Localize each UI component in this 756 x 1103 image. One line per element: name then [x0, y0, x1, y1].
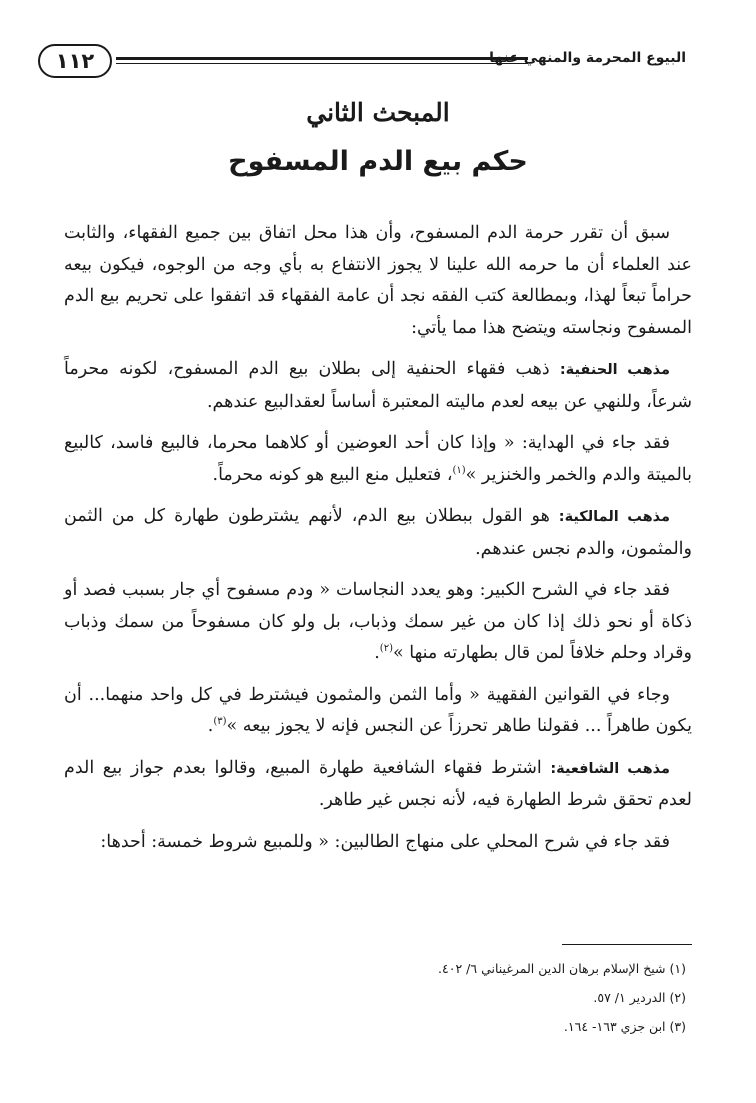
paragraph-intro: سبق أن تقرر حرمة الدم المسفوح، وأن هذا محل اتفاق بين جميع الفقهاء، والثابت عند العلماء أن ما حرمه الله علينا لا يجوز الانتفاع به بأي وجه من الوجوه، فيكون بيعه حراماً تبعاً لهذا، وبمطالعة كتب الفقه نجد أن عامة الفقهاء قد اتفقوا على تحريم بيع الدم المسفوح ونجاسته ويتضح هذا مما يأتي: [64, 223, 692, 338]
paragraph-qawanin [64, 680, 692, 743]
shafii-label: مذهب الشافعية: [550, 760, 670, 777]
header-rule [116, 57, 528, 64]
shafii-text: اشترط فقهاء الشافعية طهارة المبيع، وقالوا بعدم جواز بيع الدم لعدم تحقق شرط الطهارة فيه، لأنه نجس غير طاهر. [64, 757, 692, 810]
footnote-ref-2[interactable]: (٢) [379, 643, 393, 655]
book-title: البيوع المحرمة والمنهي عنها [489, 50, 686, 66]
qawanin-tail: . [207, 716, 214, 736]
footnote-separator [562, 944, 692, 945]
sharh-kabir-quote: فقد جاء في الشرح الكبير: وهو يعدد النجاسات « ودم مسفوح أي جار بسبب فصد أو ذكاة أو نحو ذلك إذا كان من غير سمك وذباب، بل ولو كان مسفوحاً من سمك وذباب وقراد وحلم خلافاً لمن قال بطهارته منها » [64, 580, 692, 663]
paragraph-hanafi [64, 354, 692, 418]
sharh-kabir-tail: . [374, 643, 380, 663]
footnote-ref-1[interactable]: (١) [452, 464, 466, 476]
footnote-ref-3[interactable]: (٣) [213, 716, 227, 728]
maliki-label: مذهب المالكية: [558, 509, 670, 525]
paragraph-mahalli: فقد جاء في شرح المحلي على منهاج الطالبين: « وللمبيع شروط خمسة: أحدها: [100, 831, 670, 852]
hidaya-tail: ، فتعليل منع البيع هو كونه محرماً. [212, 464, 453, 485]
footnote-2: (٢) الدردير ١/ ٥٧. [593, 990, 686, 1005]
paragraph-sharh-kabir [64, 575, 692, 670]
main-text [64, 218, 692, 868]
paragraph-maliki [64, 501, 692, 565]
qawanin-quote: وجاء في القوانين الفقهية « وأما الثمن والمثمون فيشترط في كل واحد منهما... أن يكون طاهراً ... فقولنا طاهر تحرزاً عن النجس فإنه لا يجوز بيعه » [64, 684, 692, 736]
hidaya-quote: فقد جاء في الهداية: « وإذا كان أحد العوضين أو كلاهما محرما، فالبيع فاسد، كالبيع بالميتة والدم والخمر والخنزير » [64, 433, 692, 485]
maliki-text: هو القول ببطلان بيع الدم، لأنهم يشترطون طهارة كل من الثمن والمثمون، والدم نجس عندهم. [64, 506, 692, 559]
paragraph-shafii [64, 753, 692, 817]
page-number: ١١٢ [38, 44, 112, 78]
hanafi-label: مذهب الحنفية: [559, 362, 670, 378]
footnotes [64, 954, 686, 1041]
section-title: المبحث الثاني [306, 98, 450, 127]
chapter-title: حكم بيع الدم المسفوح [228, 146, 528, 177]
hanafi-text: ذهب فقهاء الحنفية إلى بطلان بيع الدم المسفوح، لكونه محرماً شرعاً، وللنهي عن بيعه لعدم ماليته المعتبرة أساساً لعقدالبيع عندهم. [64, 359, 692, 412]
footnote-3: (٣) ابن جزي ١٦٣- ١٦٤. [563, 1019, 686, 1034]
running-header [38, 44, 686, 78]
paragraph-hidaya [64, 428, 692, 491]
footnote-1: (١) شيخ الإسلام برهان الدين المرغيناني ٦/ ٤٠٢. [438, 961, 686, 976]
